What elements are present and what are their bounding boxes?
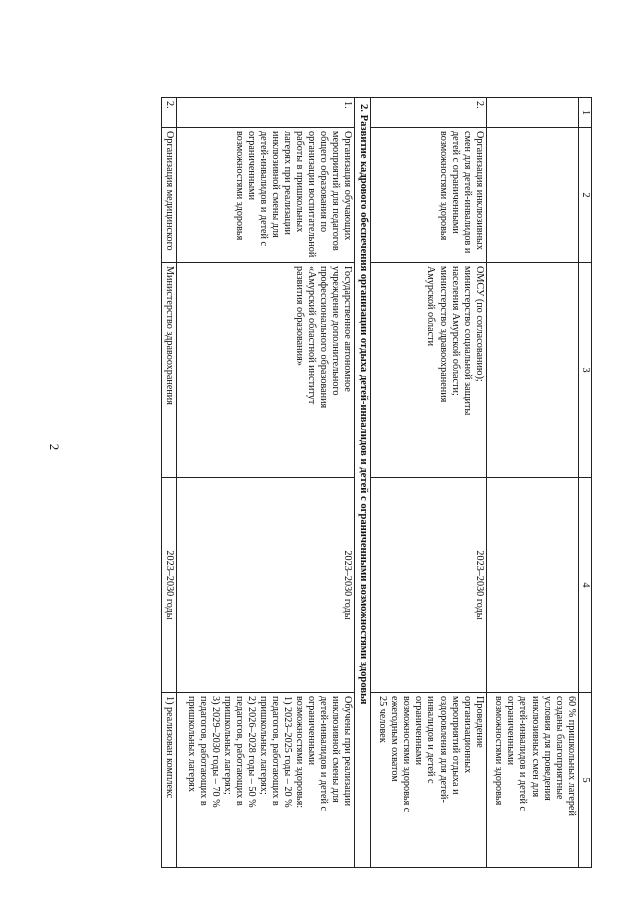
result-cell: 60 % пришкольных лагерей созданы благоприятные условия для проведения инклюзивных смен для детей-инвалидов и детей с ограниченными возможностями здоровья [486,693,578,868]
row-number: 2. [370,98,486,128]
header-cell: 3 [578,263,591,478]
action-cell: Организация инклюзивных смен для детей-инвалидов и детей с ограниченными возможностями здоровья [370,128,486,263]
row-number: 1. [177,98,355,128]
page-number: 2 [47,443,62,451]
row-number: 2. [162,98,177,128]
period-cell [486,478,578,693]
action-cell: Организация медицинского [162,128,177,263]
header-row [578,98,591,868]
result-cell: 1) реализован комплекс [162,693,177,868]
table-row [370,98,486,868]
action-cell: Организация обучающих мероприятий для педагогов общего образования по организации воспитательной работы в пришкольных лагерях при реализации инклюзивной смены для детей-инвалидов и детей с ограниченными возможностями здоровья [177,128,355,263]
action-cell [486,128,578,263]
executors-cell: ОМСУ (по согласованию); министерство социальной защиты населения Амурской области; министерство здравоохранения Амурской области [370,263,486,478]
section-title: 2. Развитие кадрового обеспечения организации отдыха детей-инвалидов и детей с ограниченными возможностями здоровья [355,98,371,868]
period-cell: 2023–2030 годы [177,478,355,693]
header-cell: 1 [578,98,591,128]
header-cell: 2 [578,128,591,263]
table-row [486,98,578,868]
executors-cell: Государственное автономное учреждение дополнительного профессионального образования «Амурский областной институт развития образования» [177,263,355,478]
section-heading-row [355,98,371,868]
executors-cell [486,263,578,478]
header-cell: 4 [578,478,591,693]
executors-cell: Министерство здравоохранения [162,263,177,478]
period-cell: 2023–2030 годы [162,478,177,693]
table-row [177,98,355,868]
document-sheet [107,97,592,867]
period-cell: 2023–2030 годы [370,478,486,693]
measures-table [161,97,592,868]
header-cell: 5 [578,693,591,868]
result-cell: Обучены при реализации инклюзивной смены для детей-инвалидов и детей с ограниченными возможностями здоровья: 1) 2023–2025 годы – 20 % педагогов, работающих в пришкольных лагерях; 2) 2026–2028 годы – 50 % педагогов, работающих в пришкольных лагерях; 3) 2029–2030 годы – 70 % педагогов, работающих в пришкольных лагерях [177,693,355,868]
result-cell: Проведение организационных мероприятий отдыха и оздоровления для детей- инвалидов и детей с ограниченными возможностями здоровья с ежегодным охватом 25 человек [370,693,486,868]
row-number [486,98,578,128]
table-row [162,98,177,868]
